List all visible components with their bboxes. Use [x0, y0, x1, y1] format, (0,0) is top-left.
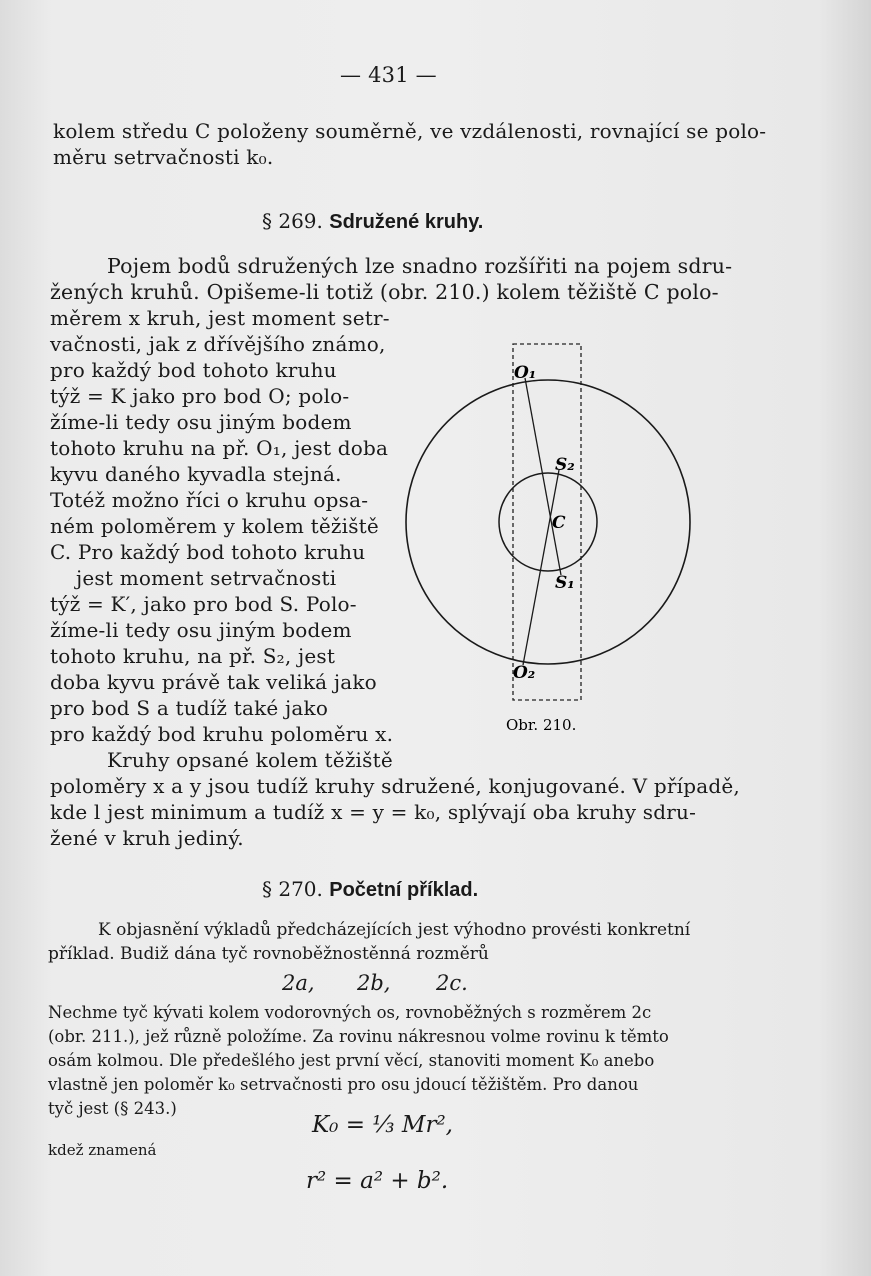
figure-210 [395, 330, 705, 750]
formula-k0: K₀ = ⅓ Mr², [312, 1112, 453, 1138]
section-270-title: Početní příklad. [329, 879, 479, 901]
s270-small-line-1: Nechme tyč kývati kolem vodorovných os, rovnoběžných s rozměrem 2c [48, 1003, 652, 1022]
label-c: C [552, 513, 566, 533]
s269-after-line-2: poloměry x a y jsou tudíž kruhy sdružené, konjugované. V případě, [50, 774, 740, 798]
intro-line-1: kolem středu C položeny souměrně, ve vzdálenosti, rovnající se polo- [53, 119, 767, 143]
s270-small-line-2: (obr. 211.), jež různě položíme. Za rovinu nákresnou volme rovinu k těmto [48, 1027, 669, 1046]
formula-r2: r² = a² + b². [306, 1168, 449, 1194]
s269-full-line-1: Pojem bodů sdružených lze snadno rozšířiti na pojem sdru- [107, 254, 733, 278]
s270-line-1: K objasnění výkladů předcházejících jest výhodno provésti konkretní [98, 920, 691, 940]
s269-col-line-13: žíme-li tedy osu jiným bodem [50, 618, 352, 642]
dims-b: 2b, [357, 971, 391, 995]
label-o1: O₁ [514, 363, 537, 383]
s269-col-line-3: pro každý bod tohoto kruhu [50, 358, 337, 382]
s269-col-line-8: Totéž možno říci o kruhu opsa- [50, 488, 369, 512]
label-s1: S₁ [555, 573, 575, 593]
s269-col-line-12: týž = K′, jako pro bod S. Polo- [50, 592, 357, 616]
dashed-frame [513, 344, 581, 700]
s269-col-line-14: tohoto kruhu, na př. S₂, jest [50, 644, 336, 668]
s269-col-line-1: měrem x kruh, jest moment setr- [50, 306, 390, 330]
intro-line-2: měru setrvačnosti k₀. [53, 145, 274, 169]
s269-col-line-2: vačnosti, jak z dřívějšího známo, [50, 332, 386, 356]
s269-col-line-4: týž = K jako pro bod O; polo- [50, 384, 350, 408]
page-number: — 431 — [340, 63, 437, 87]
section-269-heading [262, 208, 483, 235]
section-270-heading [262, 876, 478, 903]
section-269-number: § 269. [262, 209, 323, 233]
s269-col-line-6: tohoto kruhu na př. O₁, jest doba [50, 436, 389, 460]
s269-col-line-10: C. Pro každý bod tohoto kruhu [50, 540, 366, 564]
label-o2: O₂ [513, 663, 536, 683]
kdez-znamena: kdež znamená [48, 1141, 157, 1159]
s269-col-line-7: kyvu daného kyvadla stejná. [50, 462, 342, 486]
section-269-title: Sdružené kruhy. [329, 211, 484, 233]
s269-col-line-15: doba kyvu právě tak veliká jako [50, 670, 377, 694]
label-s2: S₂ [555, 455, 575, 475]
dims-a: 2a, [282, 971, 315, 995]
figure-caption: Obr. 210. [506, 716, 577, 734]
s270-small-line-3: osám kolmou. Dle předešlého jest první věcí, stanoviti moment K₀ anebo [48, 1051, 655, 1070]
s269-after-line-4: žené v kruh jediný. [50, 826, 244, 850]
s269-col-line-16: pro bod S a tudíž také jako [50, 696, 329, 720]
s269-full-line-2: žených kruhů. Opišeme-li totiž (obr. 210.) kolem těžiště C polo- [50, 280, 719, 304]
s269-col-line-5: žíme-li tedy osu jiným bodem [50, 410, 352, 434]
small-circle [499, 473, 597, 571]
s270-line-2: příklad. Budiž dána tyč rovnoběžnostěnná rozměrů [48, 944, 489, 964]
large-circle [406, 380, 690, 664]
s269-col-line-11: jest moment setrvačnosti [76, 566, 337, 590]
dims-c: 2c. [436, 971, 468, 995]
s270-small-line-4: vlastně jen poloměr k₀ setrvačnosti pro osu jdoucí těžištěm. Pro danou [48, 1075, 639, 1094]
s269-col-line-17: pro každý bod kruhu poloměru x. [50, 722, 394, 746]
s269-after-line-1: Kruhy opsané kolem těžiště [107, 748, 393, 772]
s270-small-line-5: tyč jest (§ 243.) [48, 1099, 177, 1118]
s269-col-line-9: ném poloměrem y kolem těžiště [50, 514, 379, 538]
s269-after-line-3: kde l jest minimum a tudíž x = y = k₀, splývají oba kruhy sdru- [50, 800, 697, 824]
section-270-number: § 270. [262, 877, 323, 901]
